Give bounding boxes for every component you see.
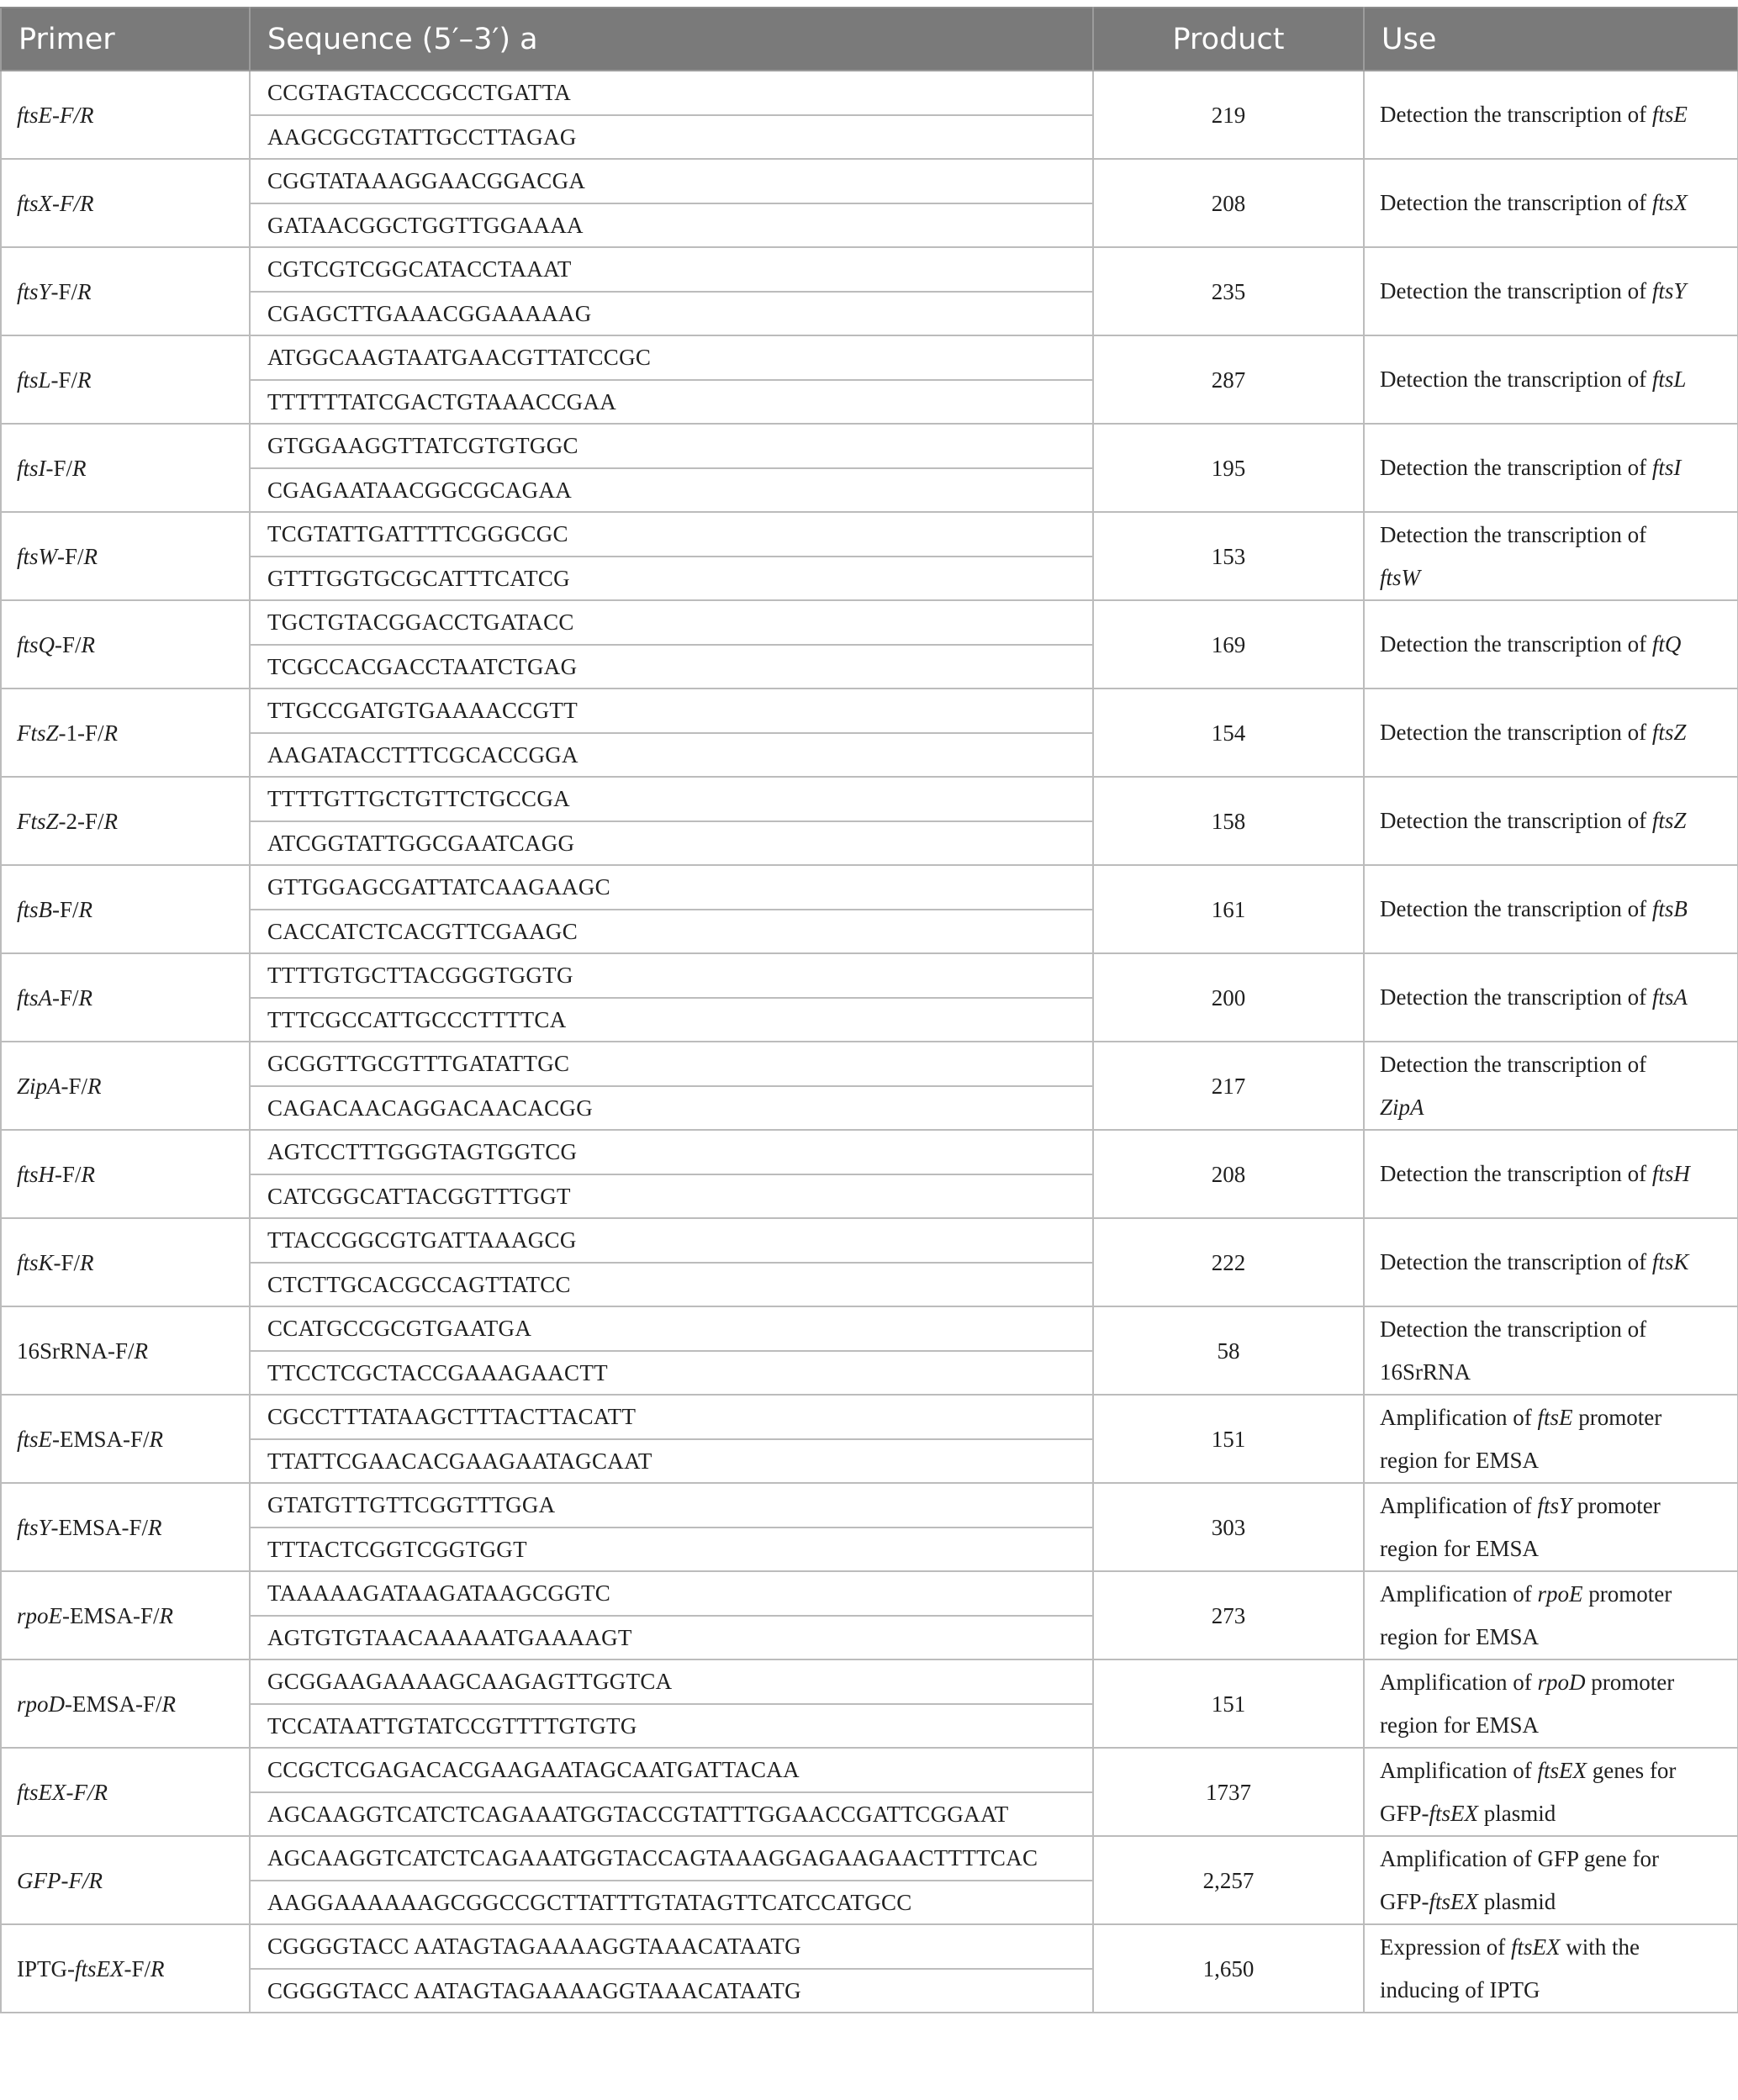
use-cell: Detection the transcription of ftsI — [1364, 424, 1738, 512]
use-cell: Amplification of ftsE promoter region for EMSA — [1364, 1395, 1738, 1483]
forward-sequence-cell: TTACCGGCGTGATTAAAGCG — [250, 1218, 1093, 1263]
product-size-cell: 169 — [1093, 600, 1364, 689]
primer-table-container — [0, 7, 1737, 2013]
product-size-cell: 208 — [1093, 159, 1364, 247]
table-row — [1, 1395, 1738, 1439]
forward-sequence-cell: CCATGCCGCGTGAATGA — [250, 1306, 1093, 1351]
use-cell: Detection the transcription of ftsA — [1364, 953, 1738, 1042]
reverse-sequence-cell: CTCTTGCACGCCAGTTATCC — [250, 1263, 1093, 1307]
product-size-cell: 273 — [1093, 1571, 1364, 1659]
forward-sequence-cell: GCGGTTGCGTTTGATATTGC — [250, 1042, 1093, 1086]
table-row — [1, 1748, 1738, 1792]
product-size-cell: 154 — [1093, 689, 1364, 777]
product-size-cell: 208 — [1093, 1130, 1364, 1218]
reverse-sequence-cell: AAGCGCGTATTGCCTTAGAG — [250, 115, 1093, 160]
table-row — [1, 247, 1738, 292]
primer-name-cell: ftsI-F/R — [1, 424, 250, 512]
use-cell: Detection the transcription of ftsW — [1364, 512, 1738, 600]
primer-name-cell: ftsEX-F/R — [1, 1748, 250, 1836]
product-size-cell: 2,257 — [1093, 1836, 1364, 1924]
primer-table — [0, 7, 1738, 2013]
table-row — [1, 689, 1738, 733]
reverse-sequence-cell: TCCATAATTGTATCCGTTTTGTGTG — [250, 1704, 1093, 1749]
header-row — [1, 8, 1738, 71]
reverse-sequence-cell: AGCAAGGTCATCTCAGAAATGGTACCGTATTTGGAACCGATTCGGAAT — [250, 1792, 1093, 1837]
primer-name-cell: ZipA-F/R — [1, 1042, 250, 1130]
primer-name-cell: rpoD-EMSA-F/R — [1, 1659, 250, 1748]
table-header — [1, 8, 1738, 71]
table-body — [1, 71, 1738, 2013]
use-cell: Detection the transcription of ftsY — [1364, 247, 1738, 335]
use-cell: Detection the transcription of ftsK — [1364, 1218, 1738, 1306]
primer-name-cell: ftsA-F/R — [1, 953, 250, 1042]
table-row — [1, 1306, 1738, 1351]
use-cell: Detection the transcription of ftsZ — [1364, 777, 1738, 865]
use-cell: Detection the transcription of ZipA — [1364, 1042, 1738, 1130]
forward-sequence-cell: CGCCTTTATAAGCTTTACTTACATT — [250, 1395, 1093, 1439]
primer-name-cell: IPTG-ftsEX-F/R — [1, 1924, 250, 2013]
product-size-cell: 287 — [1093, 335, 1364, 424]
header-sequence: Sequence (5′–3′) a — [250, 8, 1093, 71]
table-row — [1, 600, 1738, 645]
forward-sequence-cell: CGTCGTCGGCATACCTAAAT — [250, 247, 1093, 292]
use-cell: Detection the transcription of ftsL — [1364, 335, 1738, 424]
product-size-cell: 151 — [1093, 1659, 1364, 1748]
use-cell: Detection the transcription of ftsX — [1364, 159, 1738, 247]
reverse-sequence-cell: AGTGTGTAACAAAAATGAAAAGT — [250, 1616, 1093, 1660]
product-size-cell: 222 — [1093, 1218, 1364, 1306]
primer-name-cell: FtsZ-2-F/R — [1, 777, 250, 865]
table-row — [1, 424, 1738, 468]
table-row — [1, 71, 1738, 115]
primer-name-cell: ftsX-F/R — [1, 159, 250, 247]
table-row — [1, 1483, 1738, 1528]
table-row — [1, 1130, 1738, 1174]
product-size-cell: 217 — [1093, 1042, 1364, 1130]
use-cell: Detection the transcription of ftsH — [1364, 1130, 1738, 1218]
product-size-cell: 303 — [1093, 1483, 1364, 1571]
forward-sequence-cell: GTTGGAGCGATTATCAAGAAGC — [250, 865, 1093, 910]
use-cell: Amplification of ftsEX genes for GFP-ftsEX plasmid — [1364, 1748, 1738, 1836]
forward-sequence-cell: TAAAAAGATAAGATAAGCGGTC — [250, 1571, 1093, 1616]
reverse-sequence-cell: TTCCTCGCTACCGAAAGAACTT — [250, 1351, 1093, 1396]
table-row — [1, 953, 1738, 998]
primer-name-cell: FtsZ-1-F/R — [1, 689, 250, 777]
reverse-sequence-cell: CGAGAATAACGGCGCAGAA — [250, 468, 1093, 513]
reverse-sequence-cell: CAGACAACAGGACAACACGG — [250, 1086, 1093, 1131]
product-size-cell: 1737 — [1093, 1748, 1364, 1836]
reverse-sequence-cell: TTTCGCCATTGCCCTTTTCA — [250, 998, 1093, 1042]
use-cell: Detection the transcription of ftsZ — [1364, 689, 1738, 777]
product-size-cell: 161 — [1093, 865, 1364, 953]
table-row — [1, 1836, 1738, 1881]
reverse-sequence-cell: CGGGGTACC AATAGTAGAAAAGGTAAACATAATG — [250, 1969, 1093, 2013]
table-row — [1, 865, 1738, 910]
forward-sequence-cell: GCGGAAGAAAAGCAAGAGTTGGTCA — [250, 1659, 1093, 1704]
product-size-cell: 200 — [1093, 953, 1364, 1042]
reverse-sequence-cell: AAGGAAAAAAGCGGCCGCTTATTTGTATAGTTCATCCATGCC — [250, 1881, 1093, 1925]
forward-sequence-cell: CCGCTCGAGACACGAAGAATAGCAATGATTACAA — [250, 1748, 1093, 1792]
header-product: Product — [1093, 8, 1364, 71]
primer-name-cell: ftsH-F/R — [1, 1130, 250, 1218]
primer-name-cell: ftsQ-F/R — [1, 600, 250, 689]
reverse-sequence-cell: ATCGGTATTGGCGAATCAGG — [250, 821, 1093, 866]
use-cell: Detection the transcription of ftQ — [1364, 600, 1738, 689]
reverse-sequence-cell: CATCGGCATTACGGTTTGGT — [250, 1174, 1093, 1219]
table-row — [1, 1042, 1738, 1086]
use-cell: Expression of ftsEX with the inducing of IPTG — [1364, 1924, 1738, 2013]
reverse-sequence-cell: CACCATCTCACGTTCGAAGC — [250, 910, 1093, 954]
forward-sequence-cell: CGGTATAAAGGAACGGACGA — [250, 159, 1093, 203]
reverse-sequence-cell: TTATTCGAACACGAAGAATAGCAAT — [250, 1439, 1093, 1484]
table-row — [1, 512, 1738, 557]
use-cell: Amplification of GFP gene for GFP-ftsEX plasmid — [1364, 1836, 1738, 1924]
table-row — [1, 159, 1738, 203]
table-row — [1, 777, 1738, 821]
reverse-sequence-cell: TTTACTCGGTCGGTGGT — [250, 1528, 1093, 1572]
use-cell: Amplification of ftsY promoter region for EMSA — [1364, 1483, 1738, 1571]
forward-sequence-cell: TTGCCGATGTGAAAACCGTT — [250, 689, 1093, 733]
forward-sequence-cell: TTTTGTTGCTGTTCTGCCGA — [250, 777, 1093, 821]
product-size-cell: 151 — [1093, 1395, 1364, 1483]
table-row — [1, 1659, 1738, 1704]
table-row — [1, 335, 1738, 380]
use-cell: Detection the transcription of ftsB — [1364, 865, 1738, 953]
product-size-cell: 153 — [1093, 512, 1364, 600]
product-size-cell: 158 — [1093, 777, 1364, 865]
table-row — [1, 1924, 1738, 1969]
primer-name-cell: ftsK-F/R — [1, 1218, 250, 1306]
forward-sequence-cell: AGTCCTTTGGGTAGTGGTCG — [250, 1130, 1093, 1174]
primer-name-cell: ftsW-F/R — [1, 512, 250, 600]
primer-name-cell: ftsL-F/R — [1, 335, 250, 424]
reverse-sequence-cell: GATAACGGCTGGTTGGAAAA — [250, 203, 1093, 248]
forward-sequence-cell: CCGTAGTACCCGCCTGATTA — [250, 71, 1093, 115]
product-size-cell: 235 — [1093, 247, 1364, 335]
forward-sequence-cell: GTATGTTGTTCGGTTTGGA — [250, 1483, 1093, 1528]
header-primer: Primer — [1, 8, 250, 71]
primer-name-cell: GFP-F/R — [1, 1836, 250, 1924]
reverse-sequence-cell: TCGCCACGACCTAATCTGAG — [250, 645, 1093, 689]
use-cell: Amplification of rpoD promoter region for EMSA — [1364, 1659, 1738, 1748]
forward-sequence-cell: TTTTGTGCTTACGGGTGGTG — [250, 953, 1093, 998]
forward-sequence-cell: TGCTGTACGGACCTGATACC — [250, 600, 1093, 645]
primer-name-cell: rpoE-EMSA-F/R — [1, 1571, 250, 1659]
reverse-sequence-cell: CGAGCTTGAAACGGAAAAAG — [250, 292, 1093, 336]
primer-name-cell: ftsE-F/R — [1, 71, 250, 159]
table-row — [1, 1218, 1738, 1263]
forward-sequence-cell: AGCAAGGTCATCTCAGAAATGGTACCAGTAAAGGAGAAGAACTTTTCAC — [250, 1836, 1093, 1881]
use-cell: Detection the transcription of ftsE — [1364, 71, 1738, 159]
product-size-cell: 1,650 — [1093, 1924, 1364, 2013]
reverse-sequence-cell: AAGATACCTTTCGCACCGGA — [250, 733, 1093, 778]
forward-sequence-cell: TCGTATTGATTTTCGGGCGC — [250, 512, 1093, 557]
primer-name-cell: ftsY-EMSA-F/R — [1, 1483, 250, 1571]
header-use: Use — [1364, 8, 1738, 71]
product-size-cell: 195 — [1093, 424, 1364, 512]
use-cell: Amplification of rpoE promoter region for EMSA — [1364, 1571, 1738, 1659]
reverse-sequence-cell: GTTTGGTGCGCATTTCATCG — [250, 557, 1093, 601]
primer-name-cell: ftsY-F/R — [1, 247, 250, 335]
product-size-cell: 219 — [1093, 71, 1364, 159]
forward-sequence-cell: ATGGCAAGTAATGAACGTTATCCGC — [250, 335, 1093, 380]
primer-name-cell: 16SrRNA-F/R — [1, 1306, 250, 1395]
primer-name-cell: ftsB-F/R — [1, 865, 250, 953]
use-cell: Detection the transcription of 16SrRNA — [1364, 1306, 1738, 1395]
reverse-sequence-cell: TTTTTTATCGACTGTAAACCGAA — [250, 380, 1093, 425]
forward-sequence-cell: GTGGAAGGTTATCGTGTGGC — [250, 424, 1093, 468]
product-size-cell: 58 — [1093, 1306, 1364, 1395]
forward-sequence-cell: CGGGGTACC AATAGTAGAAAAGGTAAACATAATG — [250, 1924, 1093, 1969]
primer-name-cell: ftsE-EMSA-F/R — [1, 1395, 250, 1483]
table-row — [1, 1571, 1738, 1616]
